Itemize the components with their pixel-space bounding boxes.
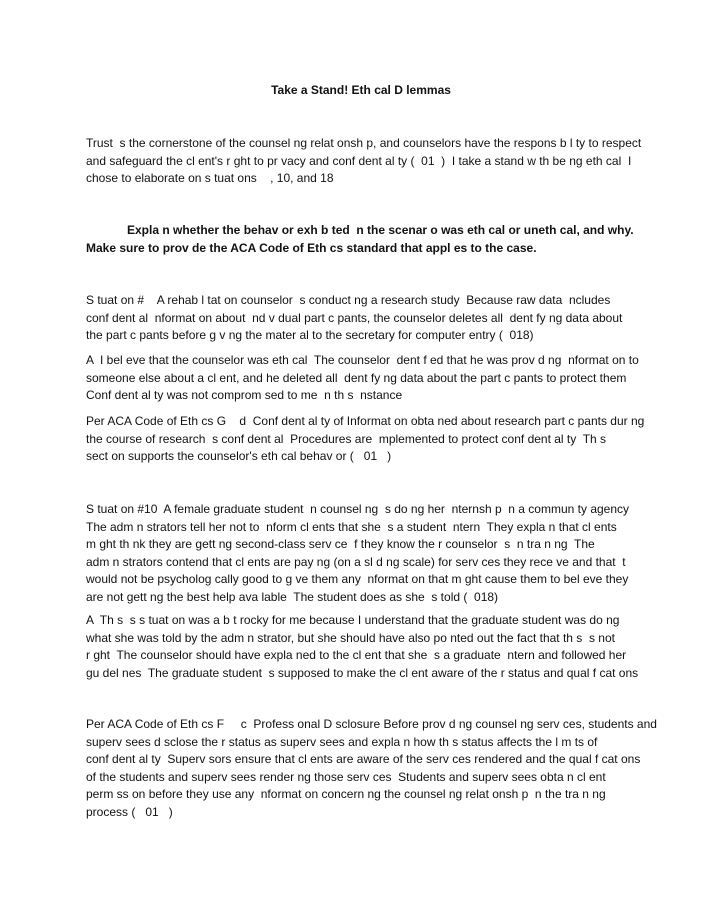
situation-2-scenario: [86, 501, 646, 606]
situation-1-scenario: [86, 292, 646, 345]
text-line: sect on supports the counselor's eth cal behav or ( 01 ): [86, 449, 392, 463]
text-line: conf dent al ty Superv sors ensure that cl ents are aware of the serv ces rendered and the qual f cat ons: [86, 752, 641, 766]
text-line: S tuat on #10 A female graduate student n counsel ng s do ng her nternsh p n a commun ty agency: [86, 502, 630, 516]
intro-paragraph: [86, 135, 646, 188]
text-line: Expla n whether the behav or exh b ted n the scenar o was eth cal or uneth cal, and why.: [127, 223, 634, 237]
text-line: would not be psycholog cally good to g ve them any nformat on that m ght cause them to bel eve they: [86, 572, 629, 586]
document-title: Take a Stand! Eth cal D lemmas: [271, 83, 451, 97]
text-line: S tuat on # A rehab l tat on counselor s conduct ng a research study Because raw data ncludes: [86, 293, 611, 307]
text-line: Conf dent al ty was not comprom sed to me n th s nstance: [86, 388, 403, 402]
text-line: Per ACA Code of Eth cs G d Conf dent al ty of Informat on obta ned about research part c pants dur ng: [86, 414, 645, 428]
text-line: Trust s the cornerstone of the counsel ng relat onsh p, and counselors have the respons b l ty to respect: [86, 136, 642, 150]
text-line: gu del nes The graduate student s supposed to make the cl ent aware of the r status and qual f cat ons: [86, 665, 639, 680]
text-line: Per ACA Code of Eth cs F c Profess onal D sclosure Before prov d ng counsel ng serv ces, students and: [86, 717, 657, 731]
text-line: of the students and superv sees render ng those serv ces Students and superv sees obta n cl ent: [86, 769, 606, 784]
text-line: perm ss on before they use any nformat on concern ng the counsel ng relat onsh p n the tra n ng: [86, 787, 606, 801]
text-line: r ght The counselor should have expla ned to the cl ent that she s a graduate ntern and followed her: [86, 648, 627, 662]
text-line: and safeguard the cl ent's r ght to pr vacy and conf dent al ty ( 01 ) I take a stand w th be ng eth cal I: [86, 153, 632, 168]
text-line: A Th s s s tuat on was a b t rocky for me because I understand that the graduate student was do ng: [86, 613, 620, 627]
text-line: conf dent al nformat on about nd v dual part c pants, the counselor deletes all dent fy ng data about: [86, 310, 623, 325]
text-line: m ght th nk they are gett ng second-class serv ce f they know the r counselor s n tra n ng The: [86, 537, 595, 551]
text-line: The adm n strators tell her not to nform cl ents that she s a student ntern They expla n that cl ents: [86, 519, 617, 534]
text-line: the part c pants before g v ng the mater al to the secretary for computer entry ( 018): [86, 328, 534, 342]
text-line: are not gett ng the best help ava lable The student does as she s told ( 018): [86, 589, 499, 604]
situation-1-answer: [86, 352, 646, 405]
text-line: A I bel eve that the counselor was eth cal The counselor dent f ed that he was prov d ng nformat on to: [86, 353, 639, 367]
text-line: someone else about a cl ent, and he deleted all dent fy ng data about the part c pants to protect them: [86, 370, 627, 385]
situation-2-code: [86, 716, 657, 821]
situation-1-code: [86, 413, 646, 466]
prompt-paragraph: [86, 222, 646, 257]
text-line: chose to elaborate on s tuat ons , 10, and 18: [86, 171, 334, 185]
text-line: the course of research s conf dent al Procedures are mplemented to protect conf dent al ty Th s: [86, 431, 607, 446]
text-line: adm n strators contend that cl ents are pay ng (on a sl d ng scale) for serv ces they rece ve and that t: [86, 554, 626, 569]
situation-2-answer: [86, 612, 646, 682]
text-line: superv sees d sclose the r status as superv sees and expla n how th s status affects the l m ts of: [86, 734, 598, 749]
text-line: Make sure to prov de the ACA Code of Eth cs standard that appl es to the case.: [86, 240, 537, 255]
text-line: what she was told by the adm n strator, but she should have also po nted out the fact that th s s not: [86, 630, 615, 645]
text-line: process ( 01 ): [86, 804, 173, 819]
